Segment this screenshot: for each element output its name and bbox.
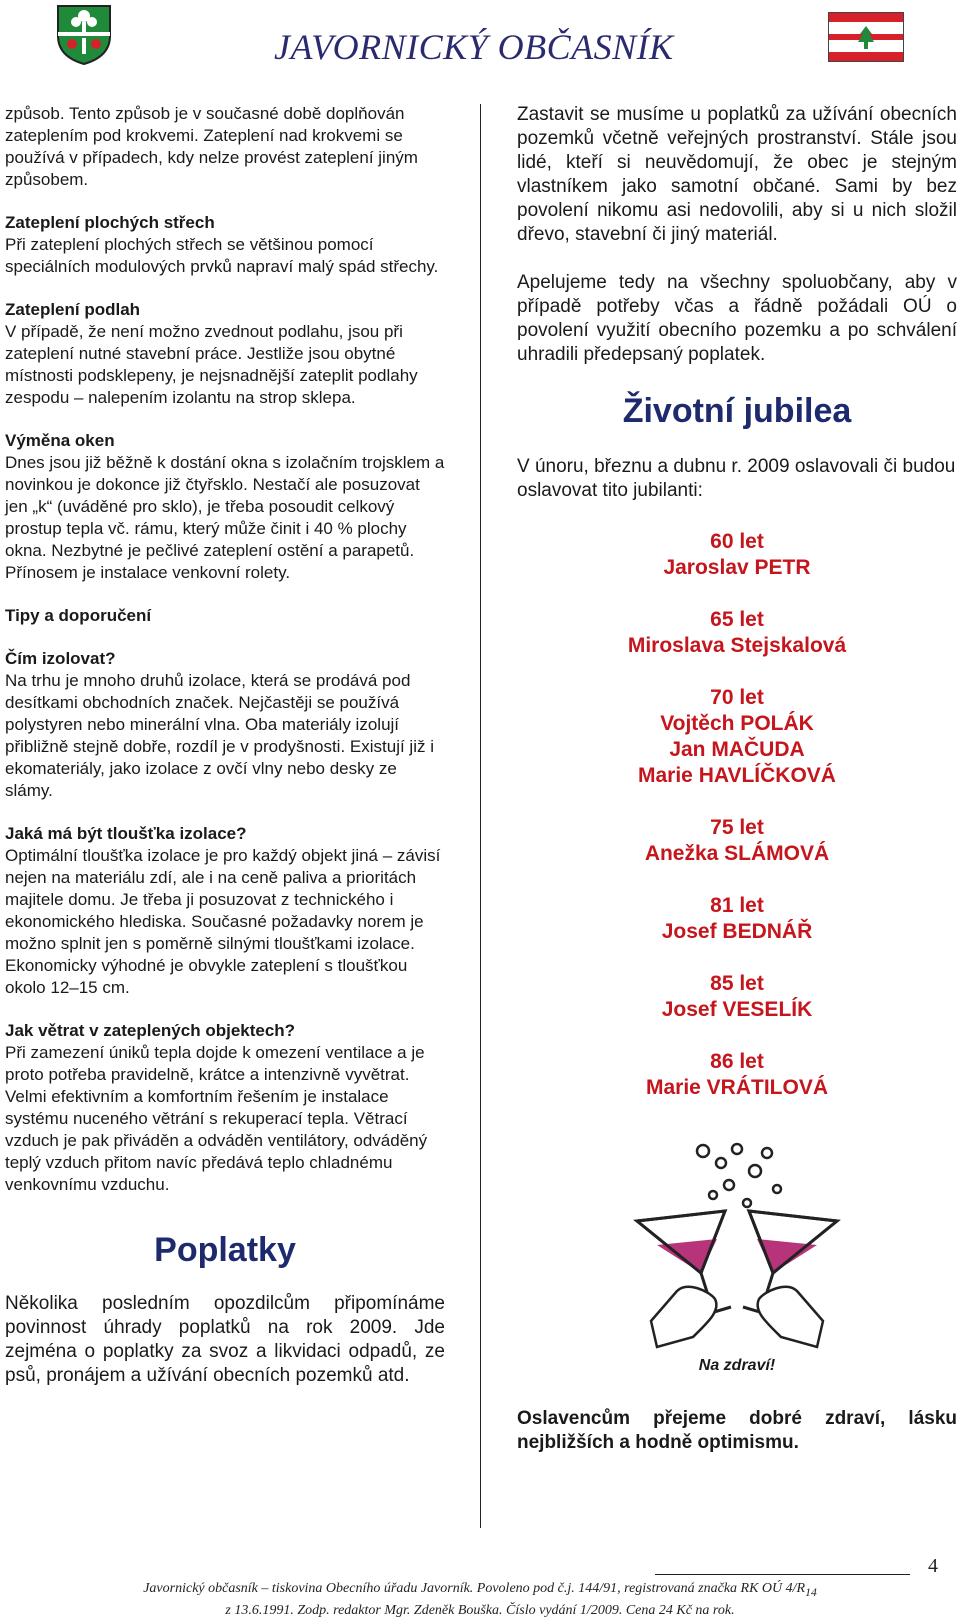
- jubilee-group: [517, 971, 957, 1023]
- fees-continued-text: Zastavit se musíme u poplatků za užívání obecních pozemků včetně veřejných prostranství. Stále jsou lidé, kteří si neuvědomují, že obec je stejným vlastníkem jako samotní občané. Sami by bez povolení nikomu asi nedovolili, aby si u nich složil dřevo, stavební či jiný materiál.: [517, 104, 957, 245]
- jubilee-age: 81 let: [710, 894, 764, 917]
- jubilee-title: Životní jubilea: [622, 392, 852, 430]
- jubilee-name: Vojtěch POLÁK: [660, 712, 814, 735]
- jubilee-name: Marie HAVLÍČKOVÁ: [638, 764, 836, 787]
- tips-heading: Tipy a doporučení: [5, 606, 152, 625]
- material-heading: Čím izolovat?: [5, 649, 116, 668]
- jubilee-group: [517, 815, 957, 867]
- floor-heading: Zateplení podlah: [5, 300, 141, 319]
- jubilee-age: 85 let: [710, 972, 764, 995]
- footer-line-1-sub: 14: [805, 1585, 817, 1599]
- jubilee-intro: V únoru, březnu a dubnu r. 2009 oslavovali či budou oslavovat tito jubilanti:: [517, 456, 956, 501]
- jubilee-group: [517, 1049, 957, 1101]
- appeal-text: Apelujeme tedy na všechny spoluobčany, aby v případě potřeby včas a řádně požádali OÚ o povolení využití obecního pozemku a po schválení uhradili předepsaný poplatek.: [517, 272, 957, 365]
- footer-line-2: z 13.6.1991. Zodp. redaktor Mgr. Zdeněk Bouška. Číslo vydání 1/2009. Cena 24 Kč na rok.: [225, 1602, 735, 1618]
- left-column: [5, 103, 445, 1388]
- jubilee-age: 70 let: [710, 686, 764, 709]
- right-column: [517, 103, 957, 1455]
- column-divider: [480, 104, 481, 1528]
- material-text: Na trhu je mnoho druhů izolace, která se prodává pod desítkami obchodních značek. Nejčastěji se používá polystyren nebo minerální vlna. Oba materiály izolují přibližně stejně dobře, rozdíl je v prodyšnosti. Existují již i ekomateriály, jako izolace z ovčí vlny nebo desky ze slámy.: [5, 671, 434, 800]
- jubilee-name: Marie VRÁTILOVÁ: [645, 1076, 829, 1099]
- cheers-caption: Na zdraví!: [698, 1357, 776, 1374]
- jubilee-list: [517, 529, 957, 1101]
- jubilee-age: 65 let: [710, 608, 764, 631]
- thickness-text: Optimální tloušťka izolace je pro každý objekt jiná – závisí nejen na materiálu zdí, ale i na ceně paliva a prioritách majitele domu. Je třeba ji posuzovat z technického i ekonomického hlediska. Současné požadavky norem je možno splnit jen s poměrně silnými tloušťkami izolace. Ekonomicky výhodné je obvykle zateplení s tloušťkou okolo 12–15 cm.: [5, 846, 441, 997]
- jubilee-group: [517, 685, 957, 789]
- flat-roof-text: Při zateplení plochých střech se většinou pomocí speciálních modulových prvků napraví malý spád střechy.: [5, 235, 439, 276]
- windows-heading: Výměna oken: [5, 431, 115, 450]
- jubilee-name: Josef BEDNÁŘ: [661, 920, 813, 943]
- jubilee-name: Miroslava Stejskalová: [627, 634, 847, 657]
- jubilee-group: [517, 893, 957, 945]
- wine-glasses-icon: [617, 1141, 857, 1351]
- intro-paragraph: způsob. Tento způsob je v současné době doplňován zateplením pod krokvemi. Zateplení nad krokvemi se používá v případech, kdy nelze provést zateplení jiným způsobem.: [5, 104, 418, 189]
- footer-line-1: [0, 1580, 960, 1602]
- coat-of-arms-icon: [52, 2, 116, 66]
- ventilation-heading: Jak větrat v zateplených objektech?: [5, 1021, 296, 1040]
- footer-line-1-text: Javornický občasník – tiskovina Obecního úřadu Javorník. Povoleno pod č.j. 144/91, registrovaná značka RK OÚ 4/R: [143, 1581, 806, 1596]
- flag-icon: [828, 12, 904, 62]
- jubilee-age: 75 let: [710, 816, 764, 839]
- masthead-title: JAVORNICKÝ OBČASNÍK: [274, 27, 674, 67]
- flat-roof-heading: Zateplení plochých střech: [5, 213, 215, 232]
- fees-title: Poplatky: [154, 1231, 296, 1269]
- jubilee-group: [517, 607, 957, 659]
- jubilee-name: Jaroslav PETR: [663, 556, 811, 579]
- floor-text: V případě, že není možno zvednout podlahu, jsou při zateplení nutné stavební práce. Jestliže jsou obytné místnosti podsklepeny, je nejsnadnější zateplit podlahy zespodu – nalepením izolantu na strop sklepa.: [5, 322, 418, 407]
- ventilation-text: Při zamezení úniků tepla dojde k omezení ventilace a je proto potřeba pravidelně, krátce a intenzivně vyvětrat. Velmi efektivním a komfortním řešením je instalace systému nuceného větrání s rekuperací tepla. Větrací vzduch je pak přiváděn a odváděn ventilátory, odváděný teplý vzduch přitom navíc předává teplo chladnému venkovnímu vzduchu.: [5, 1043, 428, 1194]
- footer: [0, 1580, 960, 1620]
- windows-text: Dnes jsou již běžně k dostání okna s izolačním trojsklem a novinkou je dokonce již čtyřsklo. Nestačí ale posuzovat jen „k“ (uváděné pro sklo), je třeba posoudit celkový prostup tepla vč. rámu, který může činit i 40 % plochy okna. Nezbytné je pečlivé zateplení ostění a parapetů. Přínosem je instalace venkovní rolety.: [5, 453, 445, 582]
- page-number: 4: [928, 1555, 938, 1577]
- jubilee-age: 86 let: [710, 1050, 764, 1073]
- jubilee-name: Josef VESELÍK: [661, 998, 813, 1021]
- jubilee-age: 60 let: [710, 530, 764, 553]
- jubilee-name: Anežka SLÁMOVÁ: [644, 842, 830, 865]
- thickness-heading: Jaká má být tloušťka izolace?: [5, 824, 247, 843]
- wish-text: Oslavencům přejeme dobré zdraví, lásku nejbližších a hodně optimismu.: [517, 1408, 957, 1453]
- fees-text: Několika posledním opozdilcům připomínáme povinnost úhrady poplatků na rok 2009. Jde zejména o poplatky za svoz a likvidaci odpadů, ze psů, pronájem a užívání obecních pozemků atd.: [5, 1293, 445, 1386]
- footer-rule: [655, 1574, 910, 1575]
- jubilee-group: [517, 529, 957, 581]
- jubilee-name: Jan MAČUDA: [669, 738, 805, 761]
